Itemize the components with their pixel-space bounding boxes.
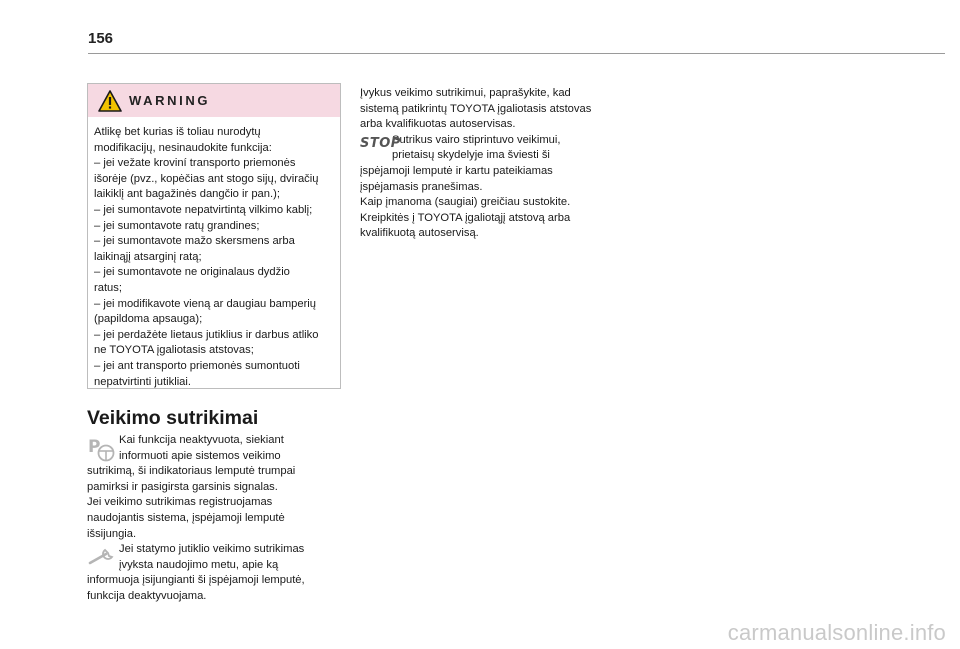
text-line: funkcija deaktyvuojama. — [87, 589, 207, 602]
wrench-icon — [87, 545, 117, 567]
stop-icon: STOP — [360, 135, 401, 151]
warning-line: – jei sumontavote ratų grandines; — [94, 219, 260, 232]
text-line: įspėjamoji lemputė ir kartu pateikiamas — [360, 164, 553, 177]
page-number: 156 — [88, 30, 114, 47]
text-line: įvyksta naudojimo metu, apie ką — [119, 558, 279, 571]
text-line: informuoti apie sistemos veikimo — [119, 449, 281, 462]
warning-line: – jei vežate kroviní transporto priemonės — [94, 157, 296, 170]
warning-line: Atlikę bet kurias iš toliau nurodytų — [94, 126, 261, 138]
text-line: naudojantis sistema, įspėjamoji lemputė — [87, 511, 285, 524]
text-line: Kreipkitės į TOYOTA įgaliotąjį atstovą arba — [360, 211, 571, 224]
text-line: Jei statymo jutiklio veikimo sutrikimas — [119, 543, 305, 556]
warning-line: – jei sumontavote mažo skersmens arba — [94, 235, 295, 248]
warning-line: – jei sumontavote ne originalaus dydžio — [94, 266, 290, 279]
text-line: sutrikimą, ši indikatoriaus lemputė trumpai — [87, 465, 296, 478]
text-line: išsijungia. — [87, 527, 137, 540]
text-line: Kaip įmanoma (saugiai) greičiau sustokite. — [360, 196, 571, 209]
text-line: informuoja įsijungianti ši įspėjamoji lemputė, — [87, 574, 305, 587]
warning-body — [88, 117, 340, 390]
warning-header — [88, 84, 340, 117]
text-line: Sutrikus vairo stiprintuvo veikimui, — [392, 133, 561, 146]
warning-line: modifikacijų, nesinaudokite funkcija: — [94, 141, 272, 154]
park-sensor-paragraph — [87, 433, 347, 542]
warning-line: laikiklį ant bagažinės dangčio ir pan.); — [94, 188, 280, 201]
warning-line: – jei sumontavote nepatvirtintą vilkimo kablį; — [94, 203, 313, 216]
text-line: Kai funkcija neaktyvuota, siekiant — [119, 434, 284, 446]
warning-line: – jei modifikavote vieną ar daugiau bamperių — [94, 297, 317, 310]
text-line: įspėjamasis pranešimas. — [360, 180, 483, 193]
text-line: Jei veikimo sutrikimas registruojamas — [87, 496, 273, 509]
text-line: arba kvalifikuotas autoservisas. — [360, 118, 516, 131]
warning-line: nepatvirtinti jutikliai. — [94, 375, 192, 388]
text-line: Įvykus veikimo sutrikimui, paprašykite, kad — [360, 87, 571, 99]
wrench-paragraph — [87, 542, 347, 604]
warning-line: (papildoma apsauga); — [94, 313, 203, 326]
warning-line: ne TOYOTA įgaliotasis atstovas; — [94, 344, 254, 357]
text-line: sistemą patikrintų TOYOTA įgaliotasis atstovas — [360, 102, 592, 115]
warning-line: išorėje (pvz., kopėčias ant stogo sijų, dviračių — [94, 172, 319, 185]
top-rule — [88, 53, 945, 54]
warning-box — [87, 83, 341, 389]
warning-title: WARNING — [129, 93, 211, 108]
right-column — [360, 86, 622, 242]
warning-triangle-icon — [98, 90, 122, 112]
warning-line: – jei ant transporto priemonės sumontuoti — [94, 359, 300, 372]
text-line: kvalifikuotą autoservisą. — [360, 227, 479, 240]
text-line: prietaisų skydelyje ima šviesti ši — [392, 149, 550, 162]
stop-paragraph — [360, 133, 622, 242]
warning-line: – jei perdažėte lietaus jutiklius ir darbus atliko — [94, 328, 319, 341]
watermark: carmanualsonline.info — [727, 620, 946, 645]
text-line: pamirksi ir pasigirsta garsinis signalas. — [87, 480, 278, 493]
section-title: Veikimo sutrikimai — [87, 407, 259, 429]
warning-line: ratus; — [94, 281, 122, 294]
parking-sensor-warning-icon — [87, 436, 117, 462]
warning-line: laikinąjį atsarginį ratą; — [94, 250, 202, 263]
svg-text:P: P — [88, 437, 101, 457]
left-column — [87, 433, 347, 605]
